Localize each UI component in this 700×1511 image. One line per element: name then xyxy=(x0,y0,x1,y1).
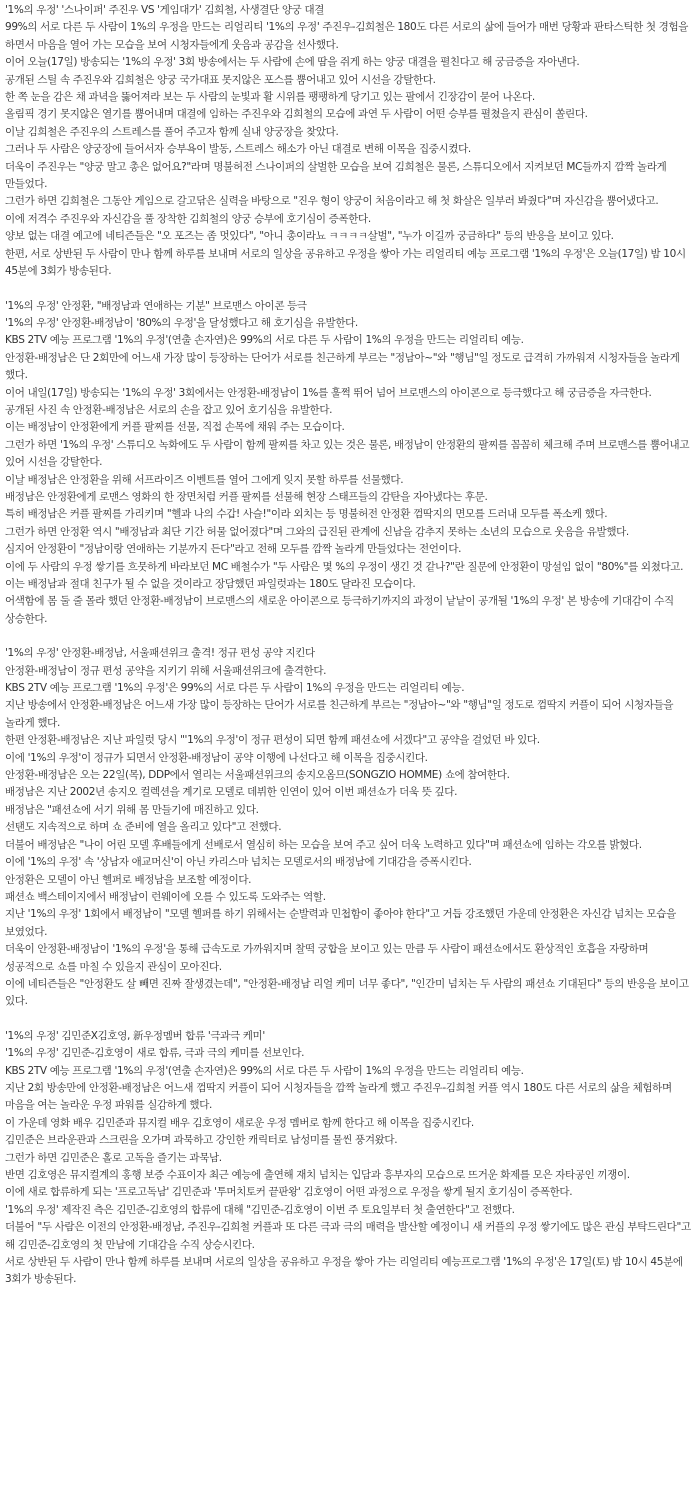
paragraph: '1%의 우정' 안정환-배정남이 '80%의 우정'을 달성했다고 해 호기심을 유발한다. xyxy=(5,316,358,329)
paragraph: 지난 2회 방송만에 안정환-배정남은 어느새 껌딱지 커플이 되어 시청자들을 깜짝 놀라게 했고 주진우-김희철 커플 역시 180도 다른 서로의 삶을 체험하며 마음을 여는 놀라운 우정 파워를 실감하게 했다. xyxy=(5,1081,672,1112)
paragraph: 이에 네티즌들은 "안정환도 살 빼면 진짜 잘생겼는데", "안정환-배정남 리얼 케미 너무 좋다", "인간미 넘치는 두 사람의 패션쇼 기대된다" 등의 반응을 보이고 있다. xyxy=(5,977,689,1008)
paragraph: 이는 배정남과 절대 친구가 될 수 없을 것이라고 장담했던 파일럿과는 180도 달라진 모습이다. xyxy=(5,578,416,590)
section-title: '1%의 우정' '스나이퍼' 주진우 VS '게임대가' 김희철, 사생결단 양궁 대결 xyxy=(5,4,325,16)
paragraph: 패션쇼 백스테이지에서 배정남이 런웨이에 오를 수 있도록 도와주는 역할. xyxy=(5,890,326,903)
paragraph: 안정환은 모델이 아닌 헬퍼로 배정남을 보조할 예정이다. xyxy=(5,873,252,886)
section-spacer xyxy=(5,1011,696,1028)
paragraph: 지난 방송에서 안정환-배정남은 어느새 가장 많이 등장하는 단어가 서로를 친근하게 부르는 "정남아~"와 "행님"일 정도로 껌딱지 커플이 되어 시청자들을 놀라게 했다. xyxy=(5,699,674,729)
paragraph: KBS 2TV 예능 프로그램 '1%의 우정'(연출 손자연)은 99%의 서로 다른 두 사람이 1%의 우정을 만드는 리얼리티 예능. xyxy=(5,334,524,347)
paragraph: 그런가 하면 '1%의 우정' 스튜디오 녹화에도 두 사람이 함께 팔찌를 차고 있는 것은 물론, 배정남이 안정환의 팔찌를 꼼꼼히 체크해 주며 브로맨스를 뿜어내고 있어 시선을 강탈한다. xyxy=(5,438,690,469)
paragraph: 그런가 하면 안정환 역시 "배정남과 최단 기간 허물 없어졌다"며 그와의 급진된 관계에 신남을 감추지 못하는 소년의 모습으로 웃음을 유발했다. xyxy=(5,525,629,538)
paragraph: 이에 저격수 주진우와 자신감을 풀 장착한 김희철의 양궁 승부에 호기심이 증폭한다. xyxy=(5,212,371,225)
paragraph: 심지어 안정환이 "정남이랑 연애하는 기분까지 든다"라고 전해 모두를 깜짝 놀라게 만들었다는 전언이다. xyxy=(5,543,462,556)
paragraph: 99%의 서로 다른 두 사람이 1%의 우정을 만드는 리얼리티 '1%의 우정' 주진우-김희철은 180도 다른 서로의 삶에 들어가 매번 당황과 판타스틱한 첫 경험을 하면서 마음을 열어 가는 모습을 보여 시청자들에게 웃음과 공감을 선사했다. xyxy=(5,21,689,51)
paragraph: 배정남은 "패션쇼에 서기 위해 몸 만들기에 매진하고 있다. xyxy=(5,803,259,816)
paragraph: 배정남은 안정환에게 로맨스 영화의 한 장면처럼 커플 팔찌를 선물해 현장 스태프들의 감탄을 자아냈다는 후문. xyxy=(5,490,488,503)
paragraph: 공개된 스틸 속 주진우와 김희철은 양궁 국가대표 못지않은 포스를 뿜어내고 있어 시선을 강탈한다. xyxy=(5,73,436,86)
paragraph: 그러나 두 사람은 양궁장에 들어서자 승부욕이 발동, 스트레스 해소가 아닌 대결로 변해 이목을 집중시켰다. xyxy=(5,143,471,156)
paragraph: 반면 김호영은 뮤지컬계의 홍행 보증 수표이자 최근 예능에 출연해 재치 넘치는 입담과 흥부자의 모습으로 뜨거운 화제를 모은 자타공인 끼쟁이. xyxy=(5,1169,630,1181)
paragraph: 어색함에 몸 둘 줄 몰라 했던 안정환-배정남이 브로맨스의 새로운 아이콘으로 등극하기까지의 과정이 낱낱이 공개될 '1%의 우정' 본 방송에 기대감이 수직 상승한다. xyxy=(5,595,674,625)
paragraph: 안정환-배정남은 단 2회만에 어느새 가장 많이 등장하는 단어가 서로를 친근하게 부르는 "정남아~"와 "행님"일 정도로 급격히 가까워져 시청자들을 놀라게 했다. xyxy=(5,351,680,382)
paragraph: '1%의 우정' 김민준-김호영이 새로 합류, 극과 극의 케미를 선보인다. xyxy=(5,1047,305,1060)
paragraph: 이날 배정남은 안정환을 위해 서프라이즈 이벤트를 열어 그에게 잊지 못할 하루를 선물했다. xyxy=(5,473,404,486)
paragraph: 이에 두 사람의 우정 쌓기를 흐뭇하게 바라보던 MC 배철수가 "두 사람은 몇 %의 우정이 생긴 것 같나?"란 질문에 안정환이 망설임 없이 "80%"를 외쳤다고. xyxy=(5,560,684,573)
paragraph: '1%의 우정' 제작진 측은 김민준-김호영의 합류에 대해 "김민준-김호영이 이번 주 토요일부터 첫 출연한다"고 전했다. xyxy=(5,1203,515,1216)
paragraph: 서로 상반된 두 사람이 만나 함께 하루를 보내며 서로의 일상을 공유하고 우정을 쌓아 가는 리얼리티 예능프로그램 '1%의 우정'은 17일(토) 밤 10시 45분에 3회가 방송된다. xyxy=(5,1256,683,1286)
paragraph: 올림픽 경기 못지않은 열기를 뿜어내며 대결에 임하는 주진우와 김희철의 모습에 과연 두 사람이 어떤 승부를 펼쳤을지 관심이 쏠린다. xyxy=(5,108,588,121)
section-title: '1%의 우정' 안정환-배정남, 서울패션위크 출격! 정규 편성 공약 지킨다 xyxy=(5,647,315,660)
paragraph: KBS 2TV 예능 프로그램 '1%의 우정'은 99%의 서로 다른 두 사람이 1%의 우정을 만드는 리얼리티 예능. xyxy=(5,682,465,695)
paragraph: 지난 '1%의 우정' 1회에서 배정남이 "모델 헬퍼를 하기 위해서는 순발력과 민첩함이 좋아야 한다"고 거듭 강조했던 가운데 안정환은 자신감 넘치는 모습을 보였었다. xyxy=(5,908,676,938)
paragraph: 배정남은 지난 2002년 송지오 컬렉션을 계기로 모델로 데뷔한 인연이 있어 이번 패션쇼가 더욱 뜻 깊다. xyxy=(5,786,458,799)
paragraph: 이는 배정남이 안정환에게 커플 팔찌를 선물, 직접 손목에 채워 주는 모습이다. xyxy=(5,421,345,434)
paragraph: 김민준은 브라운관과 스크린을 오가며 과묵하고 강인한 캐릭터로 남성미를 물씬 풍겨왔다. xyxy=(5,1134,398,1147)
section-spacer xyxy=(5,628,696,645)
paragraph: 이어 오늘(17일) 방송되는 '1%의 우정' 3회 방송에서는 두 사람에 손에 땀을 쥐게 하는 양궁 대결을 펼친다고 해 궁금증을 자아낸다. xyxy=(5,56,580,69)
paragraph: 한 쪽 눈을 감은 채 과녁을 뚫어져라 보는 두 사람의 눈빛과 활 시위를 팽팽하게 당기고 있는 팔에서 긴장감이 묻어 나온다. xyxy=(5,91,535,104)
paragraph: 더불어 배정남은 "나이 어린 모델 후배들에게 선배로서 열심히 하는 모습을 보여 주고 싶어 더욱 노력하고 있다"며 패션쇼에 임하는 각오를 밝혔다. xyxy=(5,838,642,851)
paragraph: 그런가 하면 김민준은 홀로 고독을 즐기는 과묵남. xyxy=(5,1151,222,1164)
paragraph: 이 가운데 영화 배우 김민준과 뮤지컬 배우 김호영이 새로운 우정 멤버로 함께 한다고 해 이목을 집중시킨다. xyxy=(5,1116,474,1129)
paragraph: 이날 김희철은 주진우의 스트레스를 풀어 주고자 함께 실내 양궁장을 찾았다. xyxy=(5,125,339,138)
paragraph: 양보 없는 대결 예고에 네티즌들은 "오 포즈는 좀 멋있다", "아니 총이라뇨 ㅋㅋㅋㅋ살벌", "누가 이길까 궁금하다" 등의 반응을 보이고 있다. xyxy=(5,230,614,243)
paragraph: 특히 배정남은 커플 팔찌를 가리키며 "헬과 나의 수갑! 사슬!"이라 외치는 등 명불허전 안정환 껌딱지의 면모를 드러내 모두를 폭소케 했다. xyxy=(5,508,608,521)
paragraph: 이에 '1%의 우정' 속 '상남자 애교머신'이 아닌 카리스마 넘치는 모델로서의 배정남에 기대감을 증폭시킨다. xyxy=(5,856,472,869)
paragraph: 더욱이 안정환-배정남이 '1%의 우정'을 통해 급속도로 가까워지며 찰떡 궁합을 보이고 있는 만큼 두 사람이 패션쇼에서도 환상적인 호흡을 자랑하며 성공적으로 쇼를 마칠 수 있을지 관심이 모아진다. xyxy=(5,943,649,973)
paragraph: 안정환-배정남이 정규 편성 공약을 지키기 위해 서울패션위크에 출격한다. xyxy=(5,664,327,677)
paragraph: 공개된 사진 속 안정환-배정남은 서로의 손을 잡고 있어 호기심을 유발한다. xyxy=(5,403,333,416)
section-title: '1%의 우정' 안정환, "배정남과 연애하는 기분" 브로맨스 아이콘 등극 xyxy=(5,299,307,312)
paragraph: 안정환-배정남은 오는 22일(목), DDP에서 열리는 서울패션위크의 송지오옴므(SONGZIO HOMME) 쇼에 참여한다. xyxy=(5,769,510,782)
paragraph: 한편, 서로 상반된 두 사람이 만나 함께 하루를 보내며 서로의 일상을 공유하고 우정을 쌓아 가는 리얼리티 예능 프로그램 '1%의 우정'은 오늘(17일) 밤 10시 45분에 3회가 방송된다. xyxy=(5,247,686,278)
section-spacer xyxy=(5,281,696,298)
paragraph: 이어 내일(17일) 방송되는 '1%의 우정' 3회에서는 안정환-배정남이 1%를 훌쩍 뛰어 넘어 브로맨스의 아이콘으로 등극했다고 해 궁금증을 자극한다. xyxy=(5,386,652,399)
paragraph: 더욱이 주진우는 "양궁 말고 총은 없어요?"라며 명불허전 스나이퍼의 살벌한 모습을 보여 김희철은 물론, 스튜디오에서 지켜보던 MC들까지 깜짝 놀라게 만들었다. xyxy=(5,160,667,191)
paragraph: KBS 2TV 예능 프로그램 '1%의 우정'(연출 손자연)은 99%의 서로 다른 두 사람이 1%의 우정을 만드는 리얼리티 예능. xyxy=(5,1064,524,1077)
paragraph: 그런가 하면 김희철은 그동안 게임으로 갈고닦은 실력을 바탕으로 "진우 형이 양궁이 처음이라고 해 첫 화살은 일부러 봐줬다"며 자신감을 뿜어냈다고. xyxy=(5,195,659,208)
paragraph: 이에 새로 합류하게 되는 '프로고독남' 김민준과 '투머치토커 끝판왕' 김호영이 어떤 과정으로 우정을 쌓게 될지 호기심이 증폭한다. xyxy=(5,1186,573,1199)
section-title: '1%의 우정' 김민준X김호영, 新우정멤버 합류 '극과극 케미' xyxy=(5,1029,265,1042)
paragraph: 한편 안정환-배정남은 지난 파일럿 당시 "'1%의 우정'이 정규 편성이 되면 함께 패션쇼에 서겠다"고 공약을 걸었던 바 있다. xyxy=(5,734,540,747)
paragraph: 선탠도 지속적으로 하며 쇼 준비에 열을 올리고 있다"고 전했다. xyxy=(5,821,282,834)
paragraph: 이에 '1%의 우정'이 정규가 되면서 안정환-배정남이 공약 이행에 나선다고 해 이목을 집중시킨다. xyxy=(5,751,428,764)
paragraph: 더불어 "두 사람은 이전의 안정환-배정남, 주진우-김희철 커플과 또 다른 극과 극의 매력을 발산할 예정이니 새 커플의 우정 쌓기에도 많은 관심 부탁드린다"고 해 김민준-김호영의 첫 만남에 기대감을 수직 상승시킨다. xyxy=(5,1221,691,1251)
